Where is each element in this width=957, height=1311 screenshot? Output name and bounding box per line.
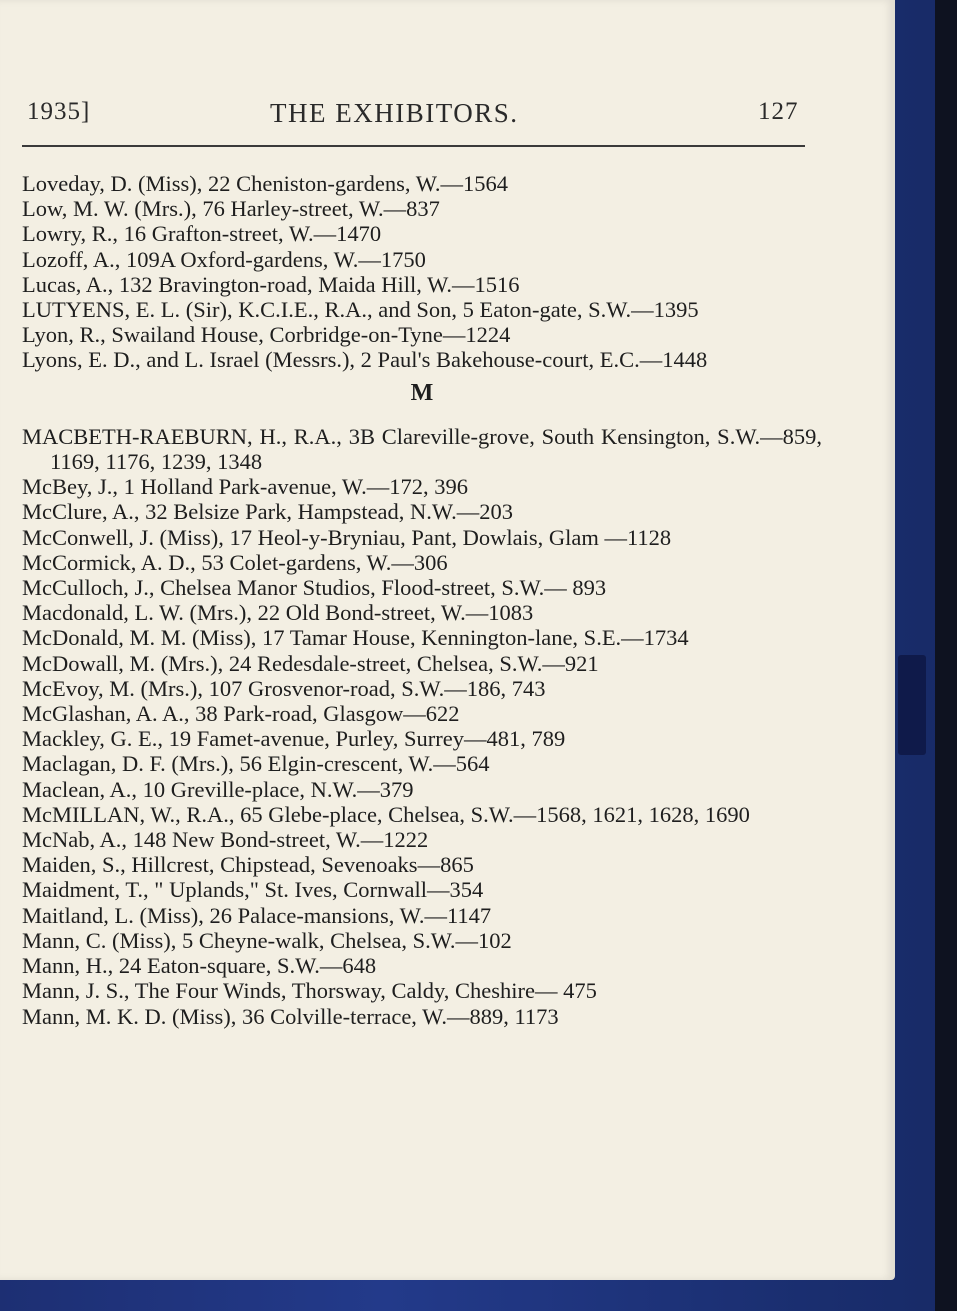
- list-item: McMILLAN, W., R.A., 65 Glebe-place, Chelsea, S.W.—1568, 1621, 1628, 1690: [22, 801, 750, 827]
- list-item: Low, M. W. (Mrs.), 76 Harley-street, W.—837: [22, 196, 440, 222]
- list-item: Maiden, S., Hillcrest, Chipstead, Sevenoaks—865: [22, 852, 474, 878]
- header-year: 1935]: [27, 98, 91, 125]
- list-item: Mann, C. (Miss), 5 Cheyne-walk, Chelsea, S.W.—102: [22, 927, 512, 953]
- bookmark-ribbon: [898, 655, 926, 755]
- list-item: McEvoy, M. (Mrs.), 107 Grosvenor-road, S.W.—186, 743: [22, 675, 546, 701]
- list-item: Lowry, R., 16 Grafton-street, W.—1470: [22, 221, 382, 247]
- list-item: Maitland, L. (Miss), 26 Palace-mansions, W.—1147: [22, 902, 492, 928]
- list-item: Maidment, T., " Uplands," St. Ives, Cornwall—354: [22, 877, 484, 903]
- list-item: McBey, J., 1 Holland Park-avenue, W.—172, 396: [22, 474, 468, 500]
- list-item: McClure, A., 32 Belsize Park, Hampstead, N.W.—203: [22, 499, 513, 525]
- list-item: Macdonald, L. W. (Mrs.), 22 Old Bond-street, W.—1083: [22, 600, 534, 626]
- exhibitor-list: [22, 171, 822, 1029]
- list-item: Lyons, E. D., and L. Israel (Messrs.), 2 Paul's Bakehouse-court, E.C.—1448: [22, 347, 708, 373]
- list-item: Mann, M. K. D. (Miss), 36 Colville-terrace, W.—889, 1173: [22, 1003, 559, 1029]
- list-item: Lyon, R., Swailand House, Corbridge-on-Tyne—1224: [22, 322, 511, 348]
- list-item: Maclean, A., 10 Greville-place, N.W.—379: [22, 776, 414, 802]
- header-rule: [22, 145, 805, 147]
- list-item: McDowall, M. (Mrs.), 24 Redesdale-street, Chelsea, S.W.—921: [22, 650, 599, 676]
- list-item: Mann, H., 24 Eaton-square, S.W.—648: [22, 953, 377, 979]
- list-item: Loveday, D. (Miss), 22 Cheniston-gardens, W.—1564: [22, 171, 508, 196]
- list-item: Lozoff, A., 109A Oxford-gardens, W.—1750: [22, 246, 426, 272]
- list-item: McConwell, J. (Miss), 17 Heol-y-Bryniau, Pant, Dowlais, Glam —1128: [22, 524, 672, 550]
- list-item: McNab, A., 148 New Bond-street, W.—1222: [22, 827, 429, 853]
- list-item: McCormick, A. D., 53 Colet-gardens, W.—306: [22, 549, 448, 575]
- page-number: 127: [758, 98, 799, 125]
- page-title: THE EXHIBITORS.: [270, 98, 519, 128]
- list-item: MACBETH-RAEBURN, H., R.A., 3B Clareville-grove, South Kensington, S.W.—859, 1169, 1176, 1239, 1348: [22, 423, 822, 475]
- list-item: Lucas, A., 132 Bravington-road, Maida Hill, W.—1516: [22, 271, 520, 297]
- list-item: LUTYENS, E. L. (Sir), K.C.I.E., R.A., and Son, 5 Eaton-gate, S.W.—1395: [22, 297, 699, 323]
- list-item: McGlashan, A. A., 38 Park-road, Glasgow—622: [22, 701, 460, 727]
- cover-edge: [935, 0, 957, 1311]
- section-letter: M: [410, 379, 434, 406]
- list-item: Mann, J. S., The Four Winds, Thorsway, Caldy, Cheshire— 475: [22, 978, 597, 1004]
- list-item: Mackley, G. E., 19 Famet-avenue, Purley, Surrey—481, 789: [22, 726, 566, 752]
- list-item: McDonald, M. M. (Miss), 17 Tamar House, Kennington-lane, S.E.—1734: [22, 625, 689, 651]
- list-item: McCulloch, J., Chelsea Manor Studios, Flood-street, S.W.— 893: [22, 575, 607, 601]
- list-item: Maclagan, D. F. (Mrs.), 56 Elgin-crescent, W.—564: [22, 751, 490, 777]
